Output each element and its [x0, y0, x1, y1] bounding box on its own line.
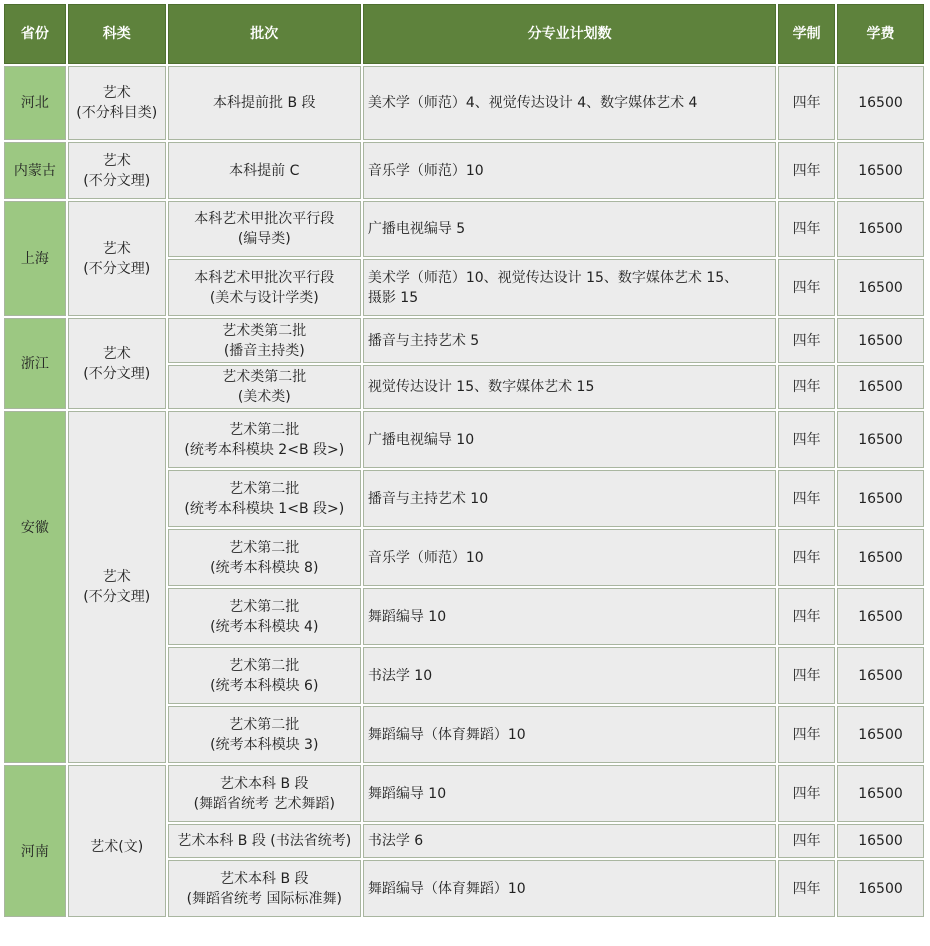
tuition-cell: 16500: [837, 259, 924, 316]
duration-cell: 四年: [778, 365, 835, 409]
majors-cell: [363, 647, 777, 704]
majors-cell: [363, 588, 777, 645]
tuition-cell: 16500: [837, 765, 924, 822]
batch-line: 艺术本科 B 段: [220, 775, 309, 792]
majors-line: 音乐学（师范）10: [367, 549, 484, 566]
majors-line: 美术学（师范）4、视觉传达设计 4、数字媒体艺术 4: [367, 95, 698, 111]
tuition-cell: 16500: [837, 411, 924, 468]
header-majors: 分专业计划数: [363, 4, 777, 64]
batch-line: (统考本科模块 6): [210, 677, 319, 694]
table-row: [4, 765, 924, 822]
batch-cell: [168, 259, 361, 316]
duration-cell: 四年: [778, 201, 835, 257]
duration-cell: 四年: [778, 318, 835, 363]
majors-cell: [363, 529, 777, 586]
batch-line: 艺术第二批: [229, 716, 300, 733]
majors-line: 舞蹈编导 10: [367, 608, 447, 625]
batch-line: (播音主持类): [223, 342, 305, 359]
category-line: (不分科目类): [76, 105, 158, 121]
duration-cell: 四年: [778, 470, 835, 527]
tuition-cell: 16500: [837, 706, 924, 763]
table-row: [4, 66, 924, 140]
batch-line: 艺术本科 B 段: [220, 870, 309, 887]
batch-line: 本科提前 C: [229, 162, 300, 179]
batch-cell: [168, 318, 361, 363]
header-tuition: 学费: [837, 4, 924, 64]
duration-cell: 四年: [778, 66, 835, 140]
majors-line: 播音与主持艺术 5: [367, 332, 480, 349]
category-cell: [68, 142, 166, 199]
batch-line: (美术类): [237, 389, 291, 405]
duration-cell: 四年: [778, 824, 835, 858]
majors-line: 摄影 15: [367, 289, 419, 306]
batch-line: (美术与设计学类): [209, 289, 319, 306]
province-cell: 安徽: [4, 411, 66, 763]
duration-cell: 四年: [778, 860, 835, 917]
majors-cell: [363, 411, 777, 468]
category-line: (不分文理): [83, 589, 151, 605]
duration-cell: 四年: [778, 765, 835, 822]
majors-line: 书法学 6: [367, 833, 424, 849]
majors-cell: [363, 860, 777, 917]
category-cell: [68, 318, 166, 409]
majors-cell: [363, 66, 777, 140]
header-duration: 学制: [778, 4, 835, 64]
majors-cell: [363, 201, 777, 257]
enrollment-plan-table: [2, 2, 926, 919]
tuition-cell: 16500: [837, 66, 924, 140]
tuition-cell: 16500: [837, 470, 924, 527]
header-batch: 批次: [168, 4, 361, 64]
batch-cell: [168, 588, 361, 645]
majors-cell: [363, 824, 777, 858]
majors-cell: [363, 470, 777, 527]
tuition-cell: 16500: [837, 318, 924, 363]
batch-cell: [168, 470, 361, 527]
majors-line: 音乐学（师范）10: [367, 162, 484, 179]
majors-line: 舞蹈编导（体育舞蹈）10: [367, 880, 526, 897]
batch-line: 艺术第二批: [229, 480, 300, 497]
header-province: 省份: [4, 4, 66, 64]
tuition-cell: 16500: [837, 647, 924, 704]
majors-cell: [363, 365, 777, 409]
category-line: 艺术: [102, 345, 131, 362]
table-row: [4, 201, 924, 257]
batch-line: 艺术类第二批: [222, 322, 307, 339]
duration-cell: 四年: [778, 411, 835, 468]
batch-cell: [168, 142, 361, 199]
tuition-cell: 16500: [837, 824, 924, 858]
duration-cell: 四年: [778, 647, 835, 704]
category-line: 艺术: [102, 152, 131, 169]
province-cell: 上海: [4, 201, 66, 316]
table-row: [4, 142, 924, 199]
duration-cell: 四年: [778, 588, 835, 645]
duration-cell: 四年: [778, 706, 835, 763]
province-cell: 浙江: [4, 318, 66, 409]
majors-line: 舞蹈编导（体育舞蹈）10: [367, 726, 526, 743]
tuition-cell: 16500: [837, 142, 924, 199]
majors-line: 广播电视编导 10: [367, 431, 475, 448]
tuition-cell: 16500: [837, 365, 924, 409]
batch-cell: [168, 706, 361, 763]
category-line: 艺术: [102, 85, 131, 101]
batch-cell: [168, 647, 361, 704]
majors-cell: [363, 706, 777, 763]
majors-cell: [363, 142, 777, 199]
batch-cell: [168, 66, 361, 140]
header-category: 科类: [68, 4, 166, 64]
category-line: 艺术: [102, 240, 131, 257]
category-line: 艺术: [102, 569, 131, 585]
majors-line: 播音与主持艺术 10: [367, 490, 489, 507]
province-cell: 河北: [4, 66, 66, 140]
batch-line: 艺术本科 B 段 (书法省统考): [177, 833, 352, 849]
batch-line: 本科艺术甲批次平行段: [194, 211, 335, 227]
province-cell: 河南: [4, 765, 66, 917]
tuition-cell: 16500: [837, 529, 924, 586]
duration-cell: 四年: [778, 259, 835, 316]
batch-cell: [168, 529, 361, 586]
batch-cell: [168, 411, 361, 468]
table-row: [4, 318, 924, 363]
batch-line: 艺术第二批: [229, 657, 300, 674]
batch-line: (编导类): [237, 231, 291, 247]
majors-cell: [363, 259, 777, 316]
duration-cell: 四年: [778, 529, 835, 586]
category-line: (不分文理): [83, 260, 151, 277]
batch-cell: [168, 765, 361, 822]
tuition-cell: 16500: [837, 860, 924, 917]
batch-line: (统考本科模块 4): [210, 618, 319, 635]
batch-line: 艺术类第二批: [222, 369, 307, 385]
majors-line: 舞蹈编导 10: [367, 785, 447, 802]
batch-line: 本科艺术甲批次平行段: [194, 269, 335, 286]
batch-line: 艺术第二批: [229, 539, 300, 556]
table-header-row: [4, 4, 924, 64]
category-cell: [68, 411, 166, 763]
category-cell: [68, 66, 166, 140]
batch-line: (统考本科模块 8): [210, 559, 319, 576]
category-cell: [68, 765, 166, 917]
category-line: (不分文理): [83, 365, 151, 382]
category-line: 艺术(文): [90, 839, 144, 855]
category-line: (不分文理): [83, 172, 151, 189]
batch-cell: [168, 860, 361, 917]
majors-line: 广播电视编导 5: [367, 221, 466, 237]
tuition-cell: 16500: [837, 588, 924, 645]
batch-line: 艺术第二批: [229, 421, 300, 438]
majors-line: 美术学（师范）10、视觉传达设计 15、数字媒体艺术 15、: [367, 269, 739, 286]
province-cell: 内蒙古: [4, 142, 66, 199]
batch-line: (舞蹈省统考 艺术舞蹈): [193, 795, 335, 812]
majors-cell: [363, 318, 777, 363]
batch-cell: [168, 201, 361, 257]
duration-cell: 四年: [778, 142, 835, 199]
batch-line: 本科提前批 B 段: [213, 95, 316, 111]
batch-cell: [168, 365, 361, 409]
tuition-cell: 16500: [837, 201, 924, 257]
batch-line: (统考本科模块 1<B 段>): [184, 500, 345, 517]
batch-cell: [168, 824, 361, 858]
batch-line: 艺术第二批: [229, 598, 300, 615]
category-cell: [68, 201, 166, 316]
table-row: [4, 411, 924, 468]
batch-line: (统考本科模块 2<B 段>): [184, 441, 345, 458]
majors-cell: [363, 765, 777, 822]
batch-line: (统考本科模块 3): [210, 736, 319, 753]
batch-line: (舞蹈省统考 国际标准舞): [186, 890, 342, 907]
majors-line: 视觉传达设计 15、数字媒体艺术 15: [367, 379, 595, 395]
majors-line: 书法学 10: [367, 667, 433, 684]
